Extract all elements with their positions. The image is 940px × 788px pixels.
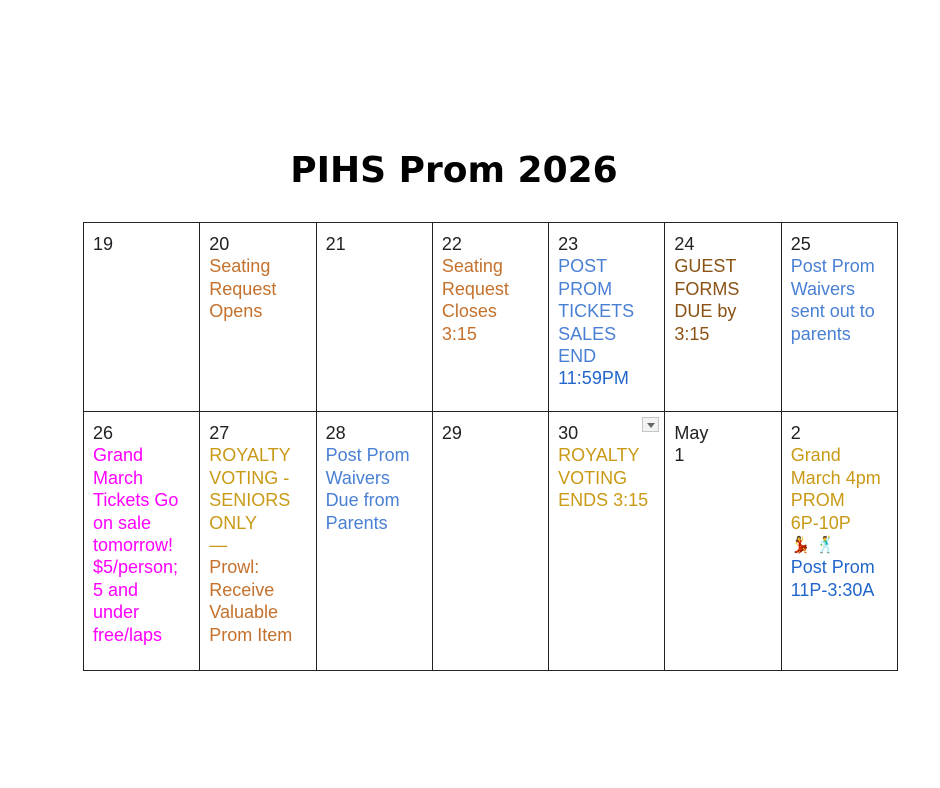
event-text-line: Closes [441, 301, 497, 322]
dropdown-arrow-icon[interactable] [642, 417, 659, 432]
calendar-event [93, 444, 191, 646]
event-text-line: 5 and [93, 579, 139, 600]
calendar-day-cell[interactable] [665, 223, 781, 412]
event-text-line: Seating [209, 256, 271, 277]
event-text-line: Grand [93, 445, 144, 466]
event-text-line: 11:59PM [558, 368, 629, 389]
event-text-line: March 4pm [790, 467, 881, 488]
calendar-event [209, 444, 307, 556]
calendar-day-cell[interactable] [316, 412, 432, 671]
event-text-line: Post Prom [790, 557, 875, 578]
day-number: 29 [441, 423, 462, 443]
event-text-line: Parents [325, 512, 388, 533]
calendar-event [209, 255, 307, 322]
event-text-line: 11P-3:30A [790, 579, 875, 600]
calendar-week-row [84, 223, 898, 412]
day-number: 30 [558, 423, 579, 443]
event-text-line: under [93, 602, 140, 623]
event-text-line: DUE by [674, 301, 737, 322]
event-text-line: ENDS 3:15 [558, 490, 649, 511]
calendar-day-cell[interactable] [84, 223, 200, 412]
event-text-line: Grand [790, 445, 841, 466]
day-number: 28 [325, 423, 346, 443]
event-text-line: ONLY [209, 512, 257, 533]
event-text-line: Opens [209, 301, 263, 322]
calendar-day-cell[interactable] [200, 223, 316, 412]
event-text-line: tomorrow! [93, 535, 174, 556]
calendar-day-cell[interactable] [316, 223, 432, 412]
event-text-line: GUEST [674, 256, 737, 277]
event-text-line: Prowl: [209, 557, 260, 578]
event-text-line: PROM [558, 278, 613, 299]
event-text-line: on sale [93, 512, 152, 533]
event-text-line: 1 [674, 445, 685, 466]
event-text-line: END [558, 346, 597, 367]
event-text-line: VOTING [558, 467, 628, 488]
event-text-line: March [93, 467, 144, 488]
event-text-line: ROYALTY [558, 445, 640, 466]
calendar-day-cell[interactable] [432, 412, 548, 671]
event-text-line: $5/person; [93, 557, 179, 578]
dancer-emoji-icon: 💃 🕺 [790, 535, 836, 555]
calendar-event [674, 444, 772, 466]
calendar-event [791, 255, 889, 345]
calendar-event [558, 367, 656, 389]
day-number: 2 [790, 423, 801, 443]
calendar-grid [83, 222, 898, 671]
event-text-line: sent out to [790, 301, 875, 322]
calendar-event [791, 556, 889, 601]
event-text-line: Valuable [209, 602, 279, 623]
calendar-day-cell[interactable] [432, 223, 548, 412]
calendar-day-cell[interactable] [549, 412, 665, 671]
calendar-day-cell[interactable] [84, 412, 200, 671]
page-title: PIHS Prom 2026 [290, 150, 618, 191]
event-text-line: Waivers [325, 467, 390, 488]
event-text-line: TICKETS [558, 301, 635, 322]
calendar-day-cell[interactable] [665, 412, 781, 671]
day-number: May [674, 423, 709, 443]
day-number: 25 [790, 234, 811, 254]
calendar-day-cell[interactable] [200, 412, 316, 671]
event-text-line: — [209, 535, 228, 556]
calendar-day-cell[interactable] [549, 223, 665, 412]
day-number: 20 [209, 234, 230, 254]
calendar-event [558, 255, 656, 367]
event-text-line: Prom Item [209, 624, 293, 645]
calendar-event [442, 255, 540, 345]
event-text-line: 3:15 [674, 323, 710, 344]
event-text-line: Post Prom [325, 445, 410, 466]
calendar-week-row [84, 412, 898, 671]
calendar-event [209, 556, 307, 646]
calendar-event [326, 444, 424, 534]
day-number: 24 [674, 234, 695, 254]
event-text-line: parents [790, 323, 851, 344]
event-text-line: VOTING - [209, 467, 290, 488]
calendar-event [791, 534, 889, 556]
event-text-line: Request [441, 278, 509, 299]
day-number: 21 [325, 234, 346, 254]
day-number: 23 [558, 234, 579, 254]
event-text-line: Seating [441, 256, 503, 277]
event-text-line: Due from [325, 490, 400, 511]
event-text-line: 3:15 [441, 323, 477, 344]
event-text-line: FORMS [674, 278, 740, 299]
event-text-line: ROYALTY [209, 445, 291, 466]
event-text-line: Post Prom [790, 256, 875, 277]
day-number: 27 [209, 423, 230, 443]
event-text-line: POST [558, 256, 608, 277]
calendar-event [674, 255, 772, 345]
event-text-line: SENIORS [209, 490, 291, 511]
calendar-event [791, 444, 889, 534]
event-text-line: Receive [209, 579, 275, 600]
event-text-line: SALES [558, 323, 617, 344]
event-text-line: 6P-10P [790, 512, 851, 533]
day-number: 26 [93, 423, 114, 443]
event-text-line: Request [209, 278, 277, 299]
calendar-event [558, 444, 656, 511]
calendar-day-cell[interactable] [781, 412, 897, 671]
event-text-line: Waivers [790, 278, 856, 299]
event-text-line: free/laps [93, 624, 163, 645]
event-text-line: Tickets Go [93, 490, 179, 511]
day-number: 22 [441, 234, 462, 254]
calendar-day-cell[interactable] [781, 223, 897, 412]
day-number: 19 [93, 234, 114, 254]
event-text-line: PROM [790, 490, 845, 511]
